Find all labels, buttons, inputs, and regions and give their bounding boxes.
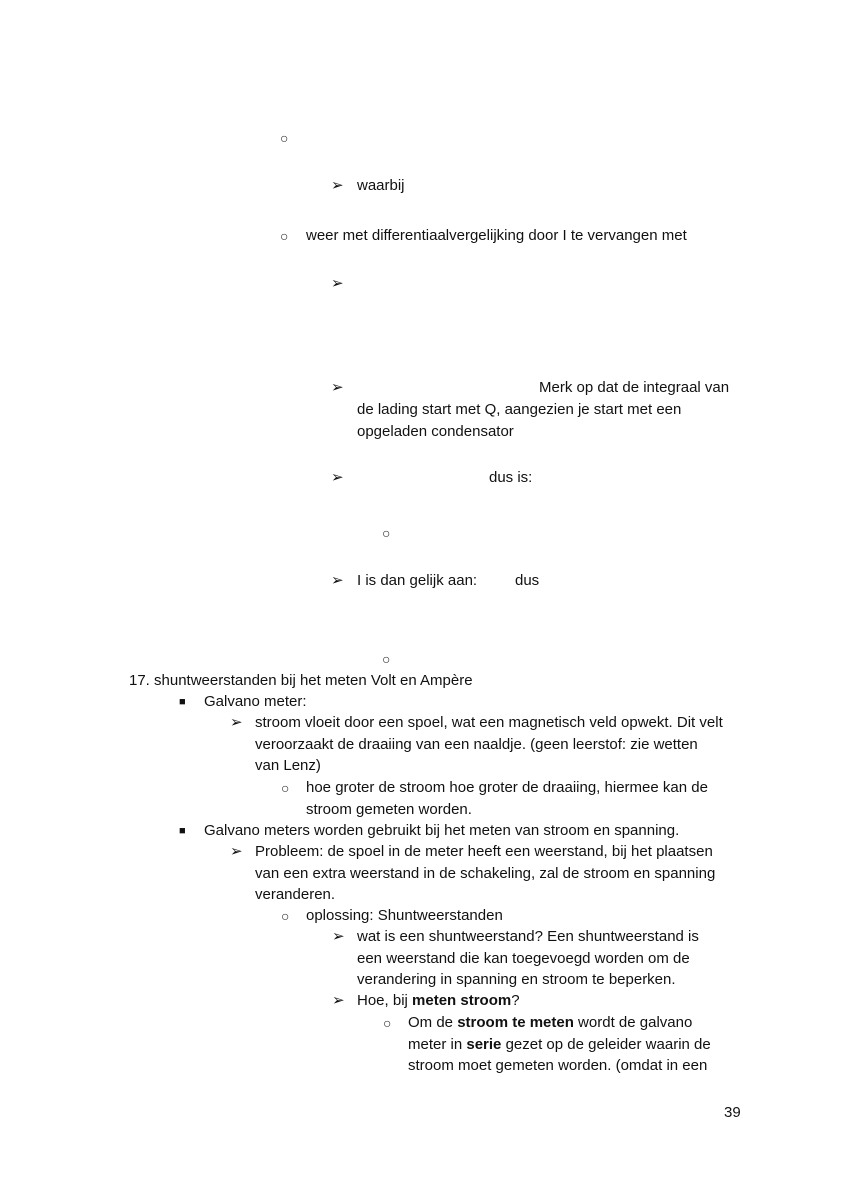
text-line: hoe groter de stroom hoe groter de draaiing, hiermee kan de <box>306 779 708 796</box>
text-line: stroom moet gemeten worden. (omdat in een <box>408 1057 708 1074</box>
text-line <box>408 1012 711 1034</box>
bold-run: meten stroom <box>412 992 512 1009</box>
text-line: stroom gemeten worden. <box>306 800 472 818</box>
text-line: verandering in spanning en stroom te beperken. <box>357 971 676 988</box>
bold-run: serie <box>466 1035 502 1053</box>
text-run: Hoe, bij <box>357 992 413 1009</box>
arrow-bullet: ➢ <box>331 177 344 194</box>
merk-op-line-1: Merk op dat de integraal van <box>539 379 730 396</box>
galvano-meter-label: Galvano meter: <box>204 693 307 710</box>
merk-op-line-2: de lading start met Q, aangezien je start met een <box>357 401 682 418</box>
waarbij-text: waarbij <box>357 177 405 194</box>
arrow-bullet: ➢ <box>331 275 344 292</box>
text-run: wordt de galvano <box>573 1014 693 1031</box>
page-number: 39 <box>724 1104 741 1121</box>
arrow-bullet: ➢ <box>331 572 344 589</box>
circle-bullet: ○ <box>281 908 290 924</box>
circle-bullet: ○ <box>382 525 391 541</box>
text-line: een weerstand die kan toegevoegd worden om de <box>357 949 690 967</box>
text-line: stroom vloeit door een spoel, wat een magnetisch veld opwekt. Dit velt <box>255 714 723 731</box>
stroom-vloeit-paragraph <box>255 712 723 777</box>
square-bullet: ■ <box>179 825 186 837</box>
circle-bullet: ○ <box>280 130 289 146</box>
merk-op-line-3: opgeladen condensator <box>357 423 514 440</box>
square-bullet: ■ <box>179 696 186 708</box>
wat-is-paragraph <box>357 926 699 991</box>
text-run: Om de <box>408 1014 458 1031</box>
text-line: veranderen. <box>255 886 336 903</box>
hoe-bij-meten-text <box>357 990 520 1012</box>
circle-bullet: ○ <box>280 228 289 244</box>
text-run: ? <box>511 992 520 1009</box>
arrow-bullet: ➢ <box>230 843 243 860</box>
dus-is-text: dus is: <box>489 469 533 486</box>
arrow-bullet: ➢ <box>230 714 243 731</box>
bold-run: stroom te meten <box>457 1014 574 1031</box>
probleem-paragraph <box>255 841 715 906</box>
i-gelijk-text: I is dan gelijk aan: <box>357 572 478 589</box>
section-heading: 17. shuntweerstanden bij het meten Volt en Ampère <box>129 672 473 689</box>
circle-bullet: ○ <box>383 1015 392 1031</box>
text-line: van een extra weerstand in de schakeling, zal de stroom en spanning <box>255 864 716 882</box>
text-line: veroorzaakt de draaiing van een naaldje. (geen leerstof: zie wetten <box>255 735 698 753</box>
text-line: Probleem: de spoel in de meter heeft een weerstand, bij het plaatsen <box>255 843 713 860</box>
hoe-groter-paragraph <box>306 777 708 820</box>
arrow-bullet: ➢ <box>332 992 345 1009</box>
differential-equation-text: weer met differentiaalvergelijking door I te vervangen met <box>306 227 687 244</box>
text-run: meter in <box>408 1035 467 1053</box>
circle-bullet: ○ <box>281 780 290 796</box>
circle-bullet: ○ <box>382 651 391 667</box>
text-line <box>408 1034 711 1056</box>
text-line: van Lenz) <box>255 757 321 774</box>
galvano-meters-text: Galvano meters worden gebruikt bij het meten van stroom en spanning. <box>204 822 680 839</box>
arrow-bullet: ➢ <box>332 928 345 945</box>
i-dus-text: dus <box>515 572 540 589</box>
text-line: wat is een shuntweerstand? Een shuntweerstand is <box>357 928 699 945</box>
oplossing-text: oplossing: Shuntweerstanden <box>306 907 503 924</box>
arrow-bullet: ➢ <box>331 379 344 396</box>
om-de-paragraph <box>408 1012 711 1077</box>
text-run: gezet op de geleider waarin de <box>501 1035 711 1053</box>
arrow-bullet: ➢ <box>331 469 344 486</box>
